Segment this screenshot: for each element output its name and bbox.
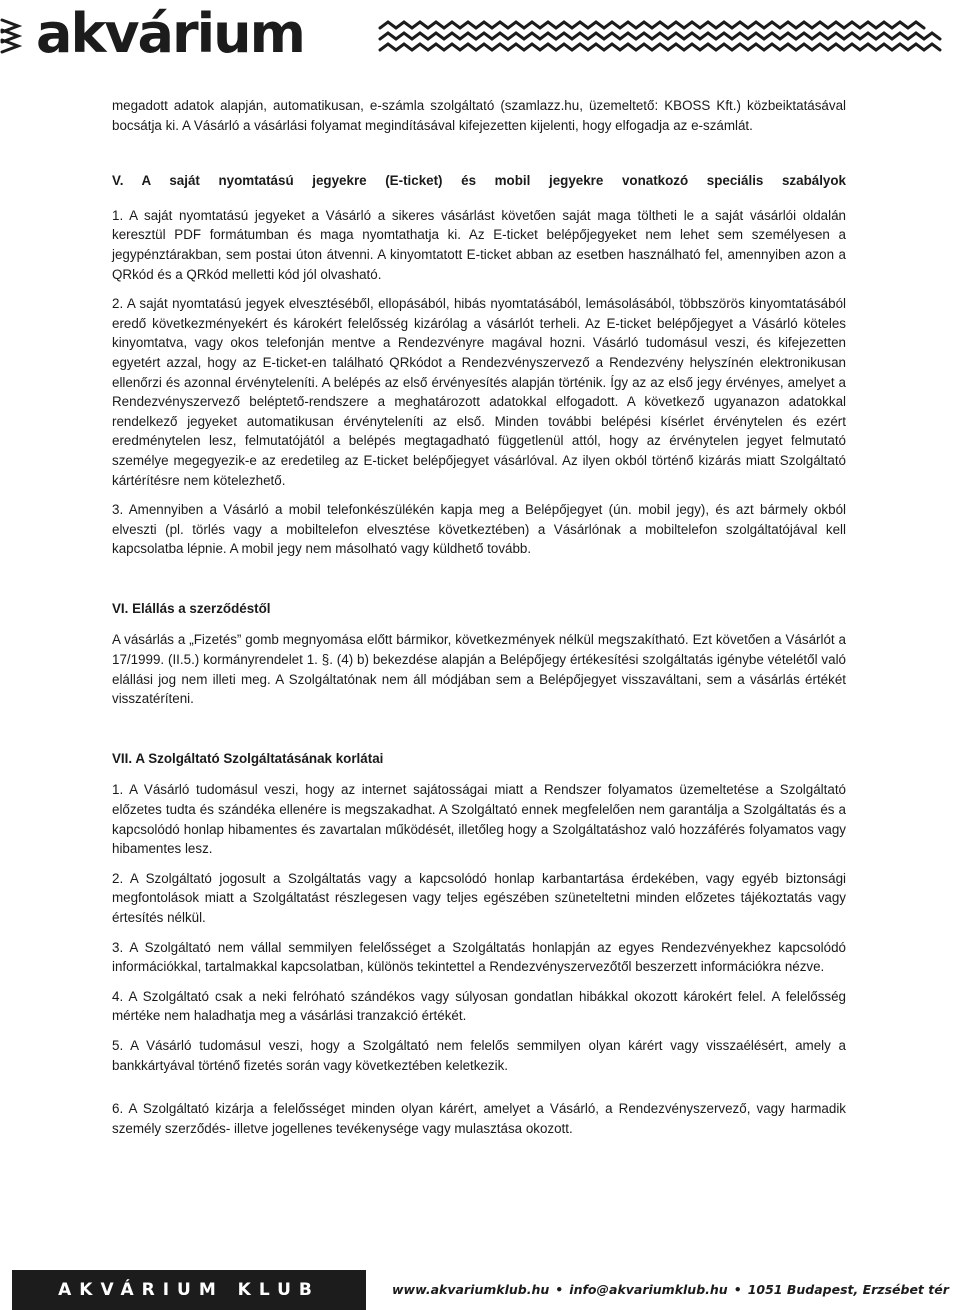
footer-brand: AKVÁRIUM KLUB [12,1270,366,1310]
page-header [0,0,960,72]
section-vii-paragraph-3: 3. A Szolgáltató nem vállal semmilyen felelősséget a Szolgáltatás honlapján az egyes Rendezvényekhez kapcsolódó információkkal, tartalmakkal kapcsolatban, különös tekintettel a Rendezvényszervezőtől beszerzett információkra nézve. [112,939,846,975]
section-vii-paragraph-6: 6. A Szolgáltató kizárja a felelősséget minden olyan kárért, amelyet a Vásárló, a Rendezvényszervező, vagy harmadik személy szerződés- illetve jogellenes tevékenysége vagy mulasztása okozott. [112,1101,846,1136]
section-v-heading: V. A saját nyomtatású jegyekre (E-ticket) és mobil jegyekre vonatkozó speciális szabályok [112,173,846,189]
footer-address: 1051 Budapest, Erzsébet tér [747,1282,949,1297]
logo-text: akvárium [36,4,304,65]
section-v-paragraph-2: 2. A saját nyomtatású jegyek elvesztéséből, ellopásából, hibás nyomtatásából, lemásolásából, többszörös kinyomtatásából eredő következményekért és károkért felelősség kizárólag a vásárlót terheli. Az E-ticket belépőjegyet a Vásárló köteles kinyomtatva, vagy okos telefonján mentve a Rendezvényre magával hozni. Vásárló tudomásul veszi, és kifejezetten egyetért azzal, hogy az E-ticket-en található QRkódot a Rendezvényszervező a Rendezvény helyszínén elektronikusan ellenőrzi és azonnal érvényteleníti. A belépés az első érvényesítés alapján történik. Így az az első jegy érvényes, amelyet a Rendezvényszervező beléptető-rendszere a meghatározott adatokkal elfogadott. A következő ugyanazon adatokkal rendelkező jegyeket automatikusan érvényteleníti az első. Minden további belépési kísérlet érvénytelen és ezért eredménytelen lesz, felmutatójától a belépés megtagadható függetlenül attól, hogy az érvénytelen jegyet felmutató személye megegyezik-e az eredetileg az E-ticket belépőjegyet vásárlóval. Az ilyen okból történő kizárás miatt Szolgáltató kártérítésre nem kötelezhető. [112,296,846,488]
akvarium-logo [32,4,372,68]
section-v-paragraph-3: 3. Amennyiben a Vásárló a mobil telefonkészülékén kapja meg a Belépőjegyet (ún. mobil jegy), és azt bármely okból elveszti (pl. törlés vagy a mobiltelefon elvesztése következtében) a Vásárlónak a mobiltelefon szolgáltatójával kell kapcsolatba lépnie. A mobil jegy nem másolható vagy küldhető tovább. [112,502,846,557]
section-vii-heading: VII. A Szolgáltató Szolgáltatásának korlátai [112,750,384,766]
footer-separator: • [555,1282,564,1297]
footer-separator: • [733,1282,742,1297]
section-vi-heading: VI. Elállás a szerződéstől [112,600,271,616]
document-body [112,96,846,1150]
section-v-paragraph-1: 1. A saját nyomtatású jegyeket a Vásárló a sikeres vásárlást követően saját maga töltheti le a saját vásárlói oldalán keresztül PDF formátumban és maga nyomtathatja ki. Az E-ticket belépőjegyeket nem lehet sem személyesen a jegypénztárakban, sem postai úton átvenni. A kinyomtatott E-ticket abban az esetben használható fel, amennyiben azon a QRkód és a QRkód melletti kód jól olvasható. [112,207,846,282]
section-vii-paragraph-4: 4. A Szolgáltató csak a neki felróható szándékos vagy súlyosan gondatlan hibákkal okozott károkért felel. A felelősség mértéke nem haladhatja meg a vásárlási tranzakció értékét. [112,988,846,1024]
section-vii-paragraph-1: 1. A Vásárló tudomásul veszi, hogy az internet sajátosságai miatt a Rendszer folyamatos üzemeltetése a Szolgáltató előzetes tudta és szándéka ellenére is megszakadhat. A Szolgáltató ennek megfelelően nem garantálja a Szolgáltatás és a kapcsolódó honlap hibamentes és zavartalan működését, illetőleg hogy a Szolgáltatáshoz való hozzáférés folyamatos vagy hibamentes lesz. [112,782,846,857]
section-vii-paragraph-2: 2. A Szolgáltató jogosult a Szolgáltatás vagy a kapcsolódó honlap karbantartása érdekében, vagy egyéb biztonsági megfontolások miatt a Szolgáltatást részlegesen vagy teljes egészében szüneteltetni minden előzetes tájékoztatás vagy értesítés nélkül. [112,870,846,925]
footer-email[interactable]: info@akvariumklub.hu [569,1282,728,1297]
footer-website[interactable]: www.akvariumklub.hu [392,1282,550,1297]
section-vi-paragraph-1: A vásárlás a „Fizetés” gomb megnyomása előtt bármikor, következmények nélkül megszakítható. Ezt követően a Vásárlót a 17/1999. (II.5.) kormányrendelet 1. §. (4) b) bekezdése alapján a Belépőjegy értékesítési szolgáltatás igénybe vételétől való elállási jog nem illeti meg. A Szolgáltatónak nem áll módjában sem a Belépőjegyet visszaváltani, sem a vásárlás értékét visszatéríteni. [112,632,846,707]
section-vii-paragraph-5: 5. A Vásárló tudomásul veszi, hogy a Szolgáltató nem felelős semmilyen olyan kárért vagy visszaélésért, amely a bankkártyával történő fizetés során vagy következtében keletkezik. [112,1037,846,1073]
intro-paragraph: megadott adatok alapján, automatikusan, e-számla szolgáltató (szamlazz.hu, üzemeltető: KBOSS Kft.) közbeiktatásával bocsátja ki. A Vásárló a vásárlási folyamat megindításával kifejezetten kijelenti, hogy elfogadja az e-számlát. [112,98,846,133]
footer-contact [392,1270,949,1310]
page-footer [0,1270,960,1310]
